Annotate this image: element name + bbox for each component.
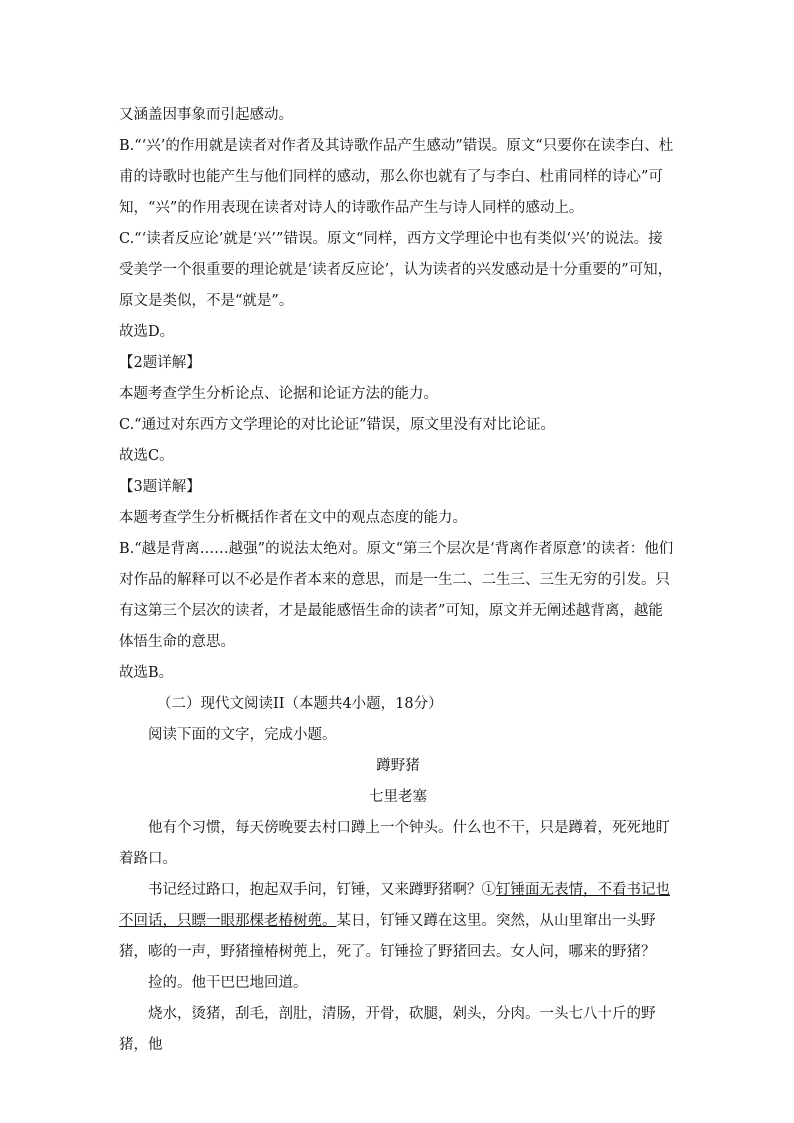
reading-instruction: 阅读下面的文字，完成小题。 [148,727,337,743]
answer-paragraph: B.“越是背离……越强”的说法太绝对。原文“第三个层次是‘背离作者原意’的读者：他们对作品的解释可以不必是作者本来的意思，而是一生二、二生三、三生无穷的引发。只有这第三个层次的读者，才是最能感悟生命的读者”可知，原文并无阐述越背离，越能体悟生命的意思。 [119,541,674,650]
question-detail-heading: 【3题详解】 [119,479,201,495]
answer-paragraph: 又涵盖因事象而引起感动。 [119,107,293,123]
story-paragraph: 烧水，烫猪，刮毛，剖肚，清肠，开骨，砍腿，剁头，分肉。一头七八十斤的野猪，他 [119,1006,656,1053]
story-paragraph: 捡的。他干巴巴地回道。 [148,975,308,991]
story-paragraph [119,875,677,968]
document-body [119,100,677,1061]
story-paragraph: 他有个习惯，每天傍晚要去村口蹲上一个钟头。什么也不干，只是蹲着，死死地盯着路口。 [119,820,670,867]
answer-paragraph: B.“‘兴’的作用就是读者对作者及其诗歌作品产生感动”错误。原文“只要你在读李白、杜甫的诗歌时也能产生与他们同样的感动，那么你也就有了与李白、杜甫同样的诗心”可知，“兴”的作用表现在读者对诗人的诗歌作品产生与诗人同样的感动上。 [119,138,674,216]
story-text: 某日，钉锤又蹲在这里。突然，从山里窜出一头野猪，嘭的一声，野猪撞椿树蔸上，死了。钉锤捡了野猪回去。女人问，哪来的野猪？ [119,913,656,960]
story-author: 七里老塞 [369,789,427,805]
answer-choice-line: 故选C。 [119,448,174,464]
story-text: 书记经过路口，抱起双手问，钉锤，又来蹲野猪啊？① [148,882,496,898]
underlined-sentence: 钉锤面无表情，不看书记也不回话，只瞟一眼那棵老椿树蔸。 [119,882,670,929]
section-heading: （二）现代文阅读II（本题共4小题，18分） [157,696,443,712]
story-title: 蹲野猪 [376,758,420,774]
answer-choice-line: 故选D。 [119,324,175,340]
answer-paragraph: C.“通过对东西方文学理论的对比论证”错误，原文里没有对比论证。 [119,417,556,433]
answer-paragraph: 本题考查学生分析论点、论据和论证方法的能力。 [119,386,438,402]
answer-paragraph: 本题考查学生分析概括作者在文中的观点态度的能力。 [119,510,467,526]
question-detail-heading: 【2题详解】 [119,355,201,371]
answer-choice-line: 故选B。 [119,665,174,681]
answer-paragraph: C.“‘读者反应论’就是‘兴’”错误。原文“同样，西方文学理论中也有类似‘兴’的说法。接受美学一个很重要的理论就是‘读者反应论’，认为读者的兴发感动是十分重要的”可知，原文是类似，不是“就是”。 [119,231,673,309]
